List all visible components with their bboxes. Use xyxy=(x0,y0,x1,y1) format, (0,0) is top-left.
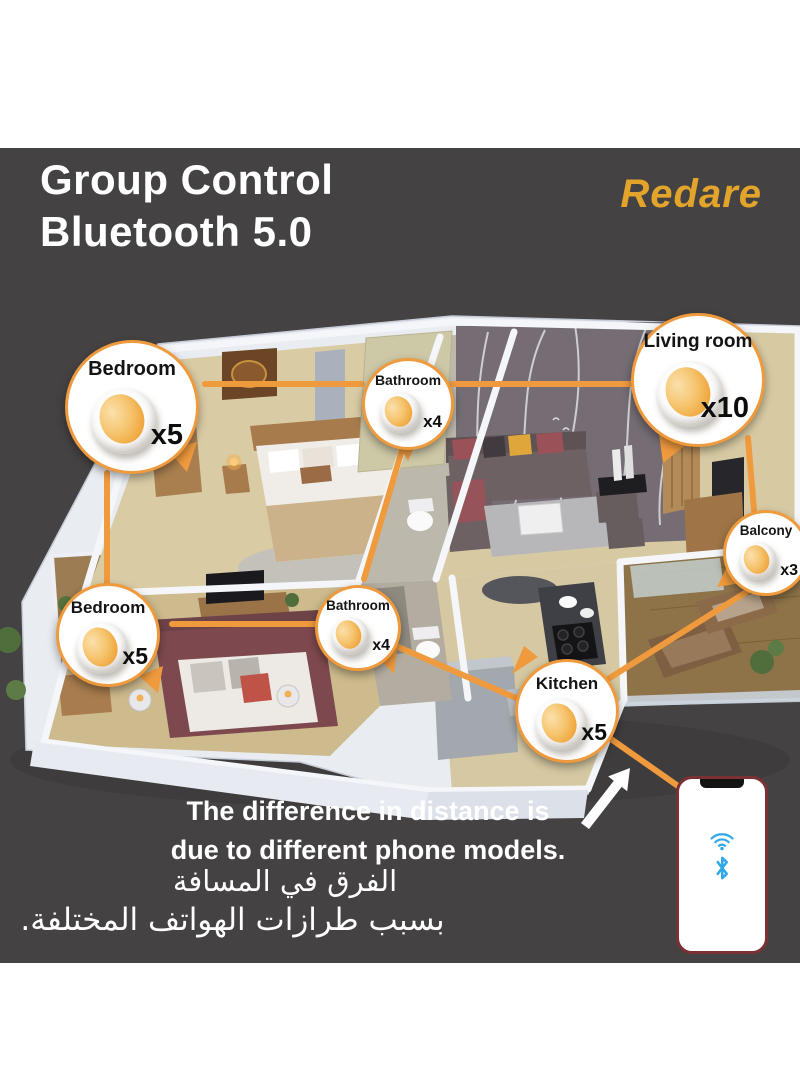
callout-kitchen xyxy=(515,659,619,763)
light-icon xyxy=(76,622,128,674)
light-icon xyxy=(535,698,587,750)
room-label: Living room xyxy=(643,331,753,352)
room-count: x10 xyxy=(700,392,749,424)
smartphone-illustration xyxy=(676,776,768,954)
room-count: x3 xyxy=(780,562,798,579)
callout-bathroom-1 xyxy=(362,358,454,450)
caption-english xyxy=(0,792,736,870)
light-icon xyxy=(331,617,369,655)
room-label: Bedroom xyxy=(88,358,176,380)
room-label: Bedroom xyxy=(70,598,146,617)
callout-bathroom-2 xyxy=(315,585,401,671)
light-icon xyxy=(739,542,777,580)
title-line-1: Group Control xyxy=(40,156,334,203)
page-title xyxy=(40,154,333,258)
callout-bedroom-1 xyxy=(65,340,199,474)
bluetooth-icon xyxy=(714,855,731,881)
room-count: x5 xyxy=(581,719,607,745)
caption-en-line-1: The difference in distance is xyxy=(186,796,550,826)
room-label: Bathroom xyxy=(374,372,442,388)
room-label: Kitchen xyxy=(535,674,599,693)
room-count: x4 xyxy=(372,637,390,654)
wifi-icon xyxy=(709,831,735,851)
title-line-2: Bluetooth 5.0 xyxy=(40,208,313,255)
brand-logo: Redare xyxy=(620,172,762,216)
caption-arabic-line-1: الفرق في المسافة xyxy=(172,864,398,898)
room-count: x5 xyxy=(122,643,148,669)
phone-notch xyxy=(700,779,744,788)
light-icon xyxy=(380,392,421,433)
callout-living-room xyxy=(631,313,765,447)
room-label: Bathroom xyxy=(326,598,390,613)
callout-bedroom-2 xyxy=(56,583,160,687)
light-icon xyxy=(91,388,157,454)
caption-arabic-line-2: بسبب طرازات الهواتف المختلفة. xyxy=(20,902,445,938)
callout-balcony xyxy=(723,510,800,596)
caption-en-line-2: due to different phone models. xyxy=(170,835,566,865)
room-label: Balcony xyxy=(739,523,793,538)
room-count: x5 xyxy=(150,419,183,451)
room-count: x4 xyxy=(423,412,442,431)
